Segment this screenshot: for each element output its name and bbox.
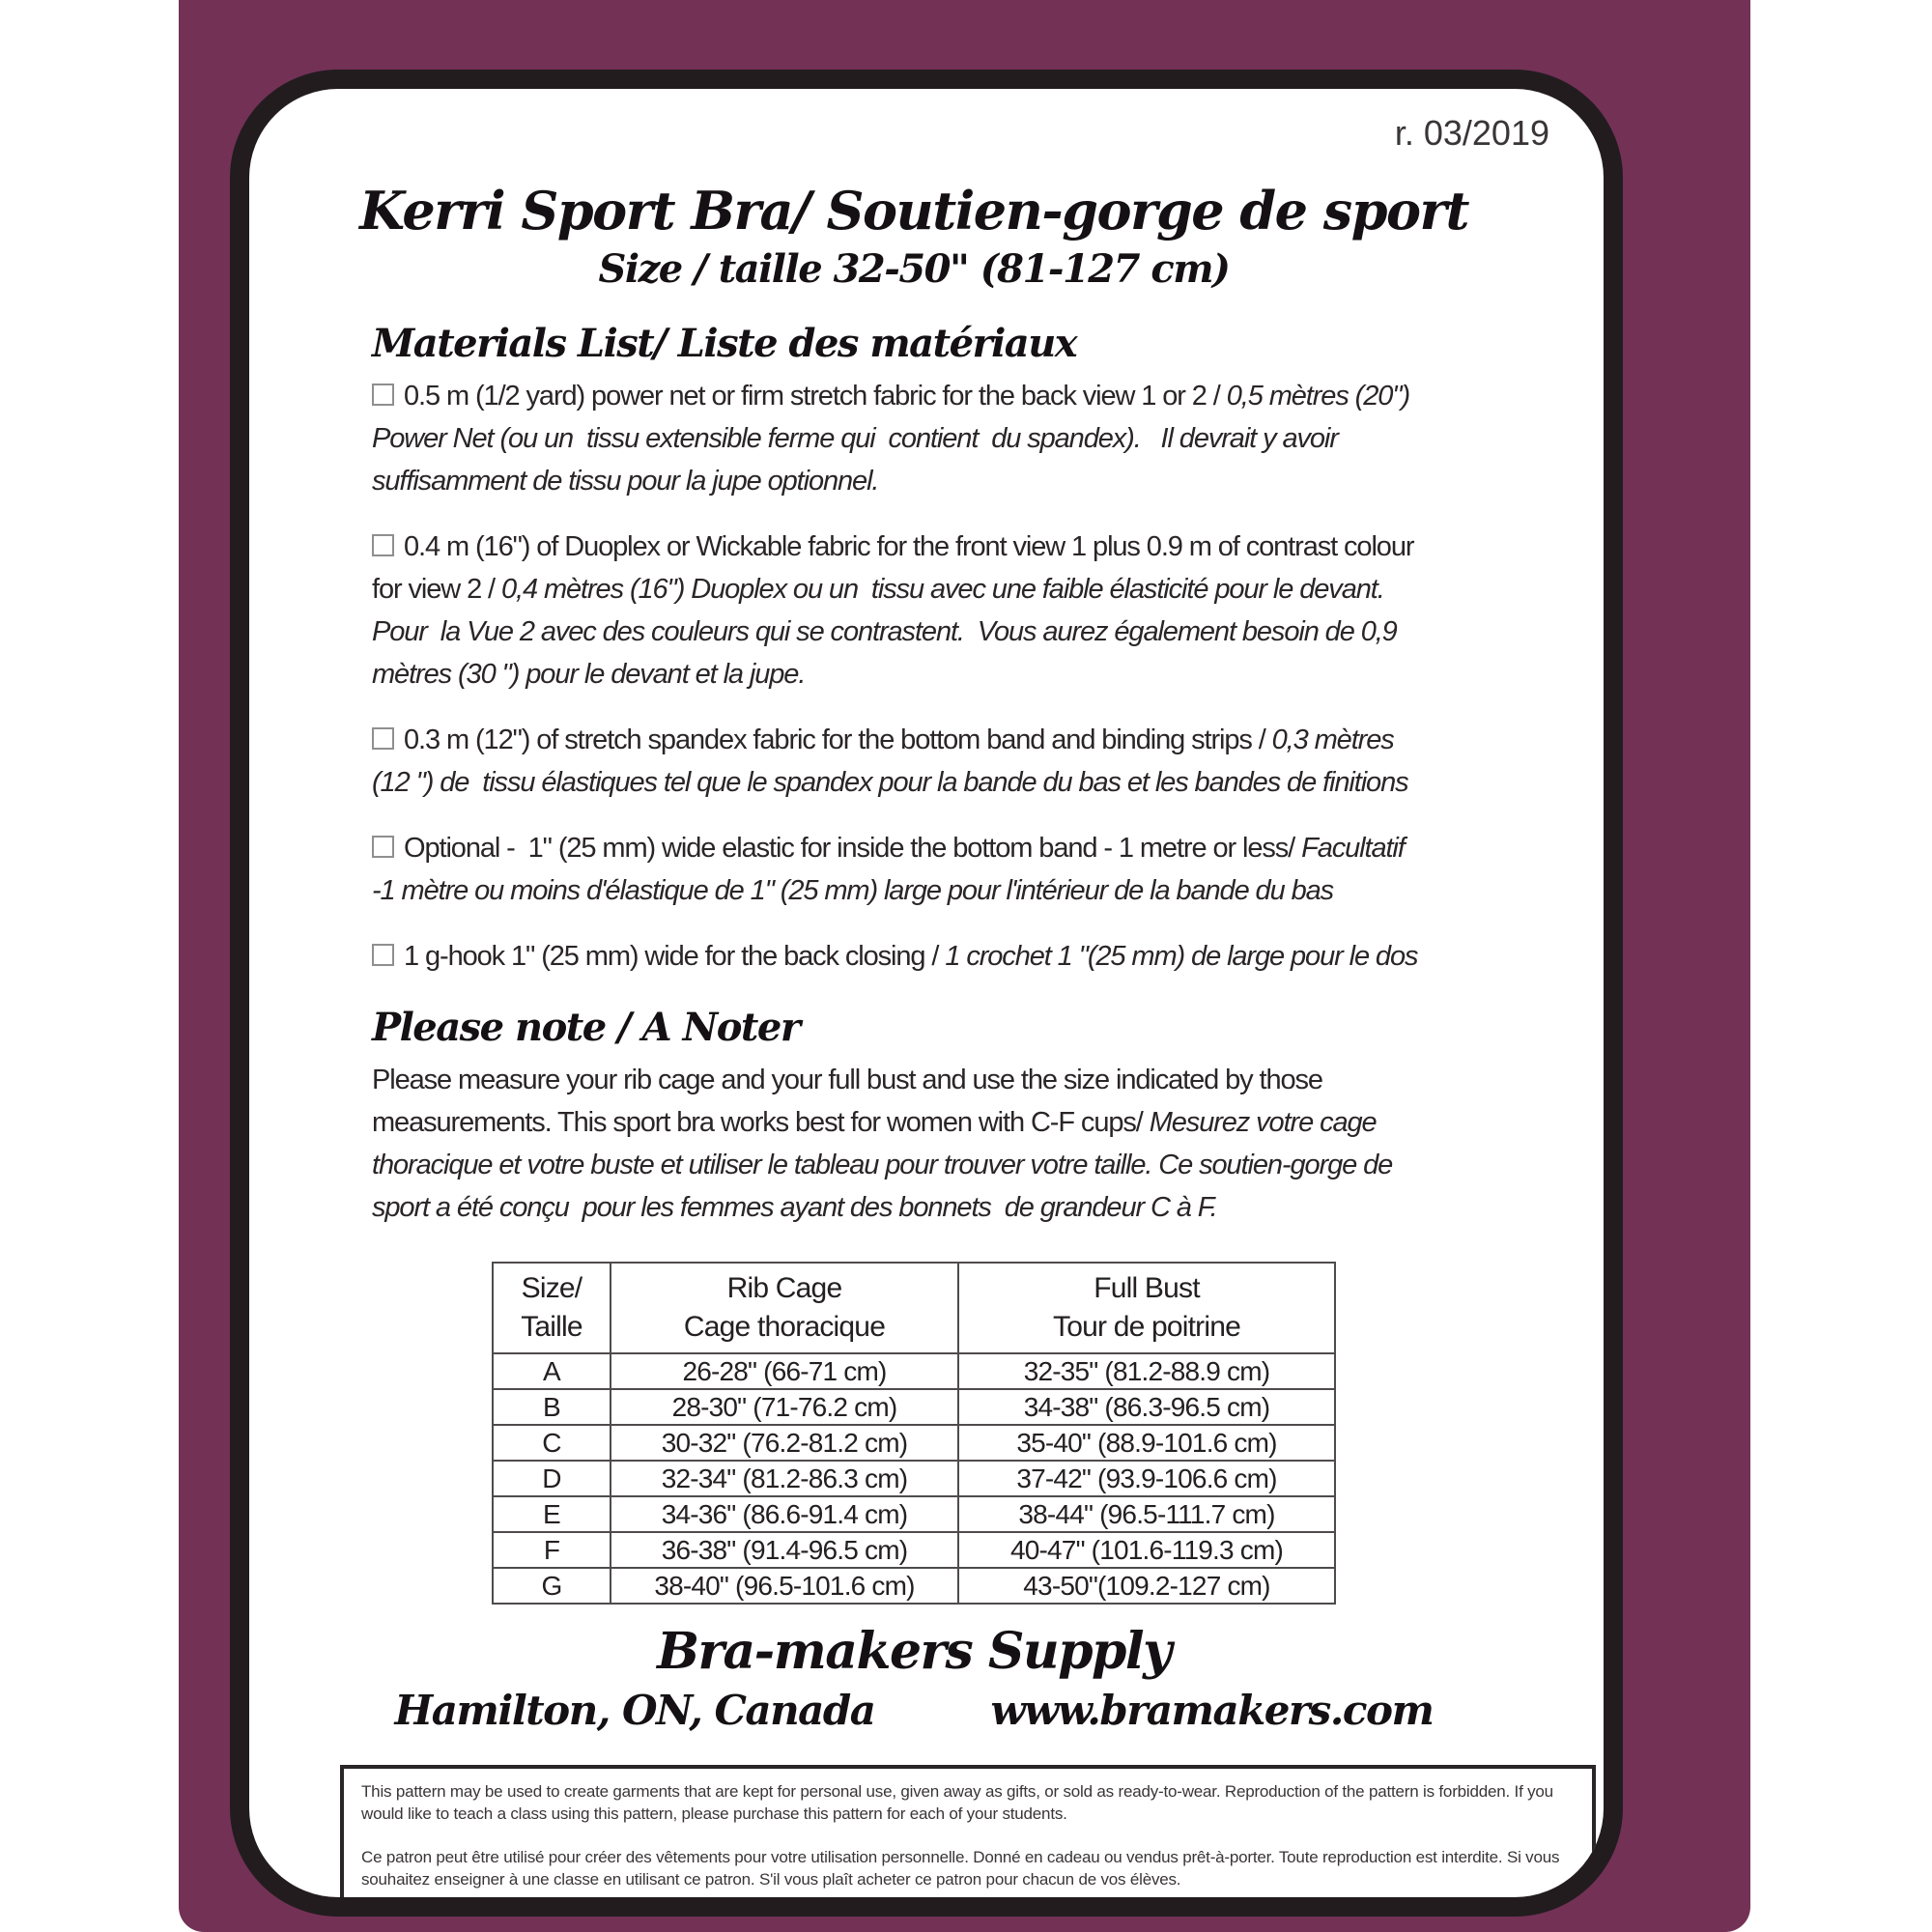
page-title: Kerri Sport Bra/ Soutien-gorge de sport [359,180,1468,242]
table-cell: G [493,1568,611,1604]
materials-item [372,827,1623,912]
header-line-2: Tour de poitrine [1053,1311,1240,1343]
table-cell: 30-32" (76.2-81.2 cm) [611,1425,958,1461]
size-chart-body [493,1353,1335,1604]
materials-item [372,719,1623,804]
table-cell: 26-28" (66-71 cm) [611,1353,958,1389]
brand-location: Hamilton, ON, Canada [394,1687,875,1734]
text-segment: Power Net (ou un tissu extensible ferme qui contient du spandex). Il devrait y avoir [372,423,1338,454]
legal-notice-box [340,1765,1596,1906]
text-segment: Pour la Vue 2 avec des couleurs qui se contrastent. Vous aurez également besoin de 0,9 [372,616,1397,647]
table-cell: A [493,1353,611,1389]
pattern-envelope-card [230,70,1623,1917]
materials-item [372,935,1623,978]
text-segment: sport a été conçu pour les femmes ayant des bonnets de grandeur C à F. [372,1192,1217,1223]
text-segment: 1 crochet 1 "(25 mm) de large pour le dos [945,941,1418,972]
header-line-1: Rib Cage [726,1272,842,1304]
text-segment: 0.3 m (12") of stretch spandex fabric for the bottom band and binding strips / [404,724,1272,755]
table-cell: 32-35" (81.2-88.9 cm) [958,1353,1335,1389]
table-cell: 43-50"(109.2-127 cm) [958,1568,1335,1604]
table-cell: 38-40" (96.5-101.6 cm) [611,1568,958,1604]
text-segment: 0,3 mètres [1271,724,1394,755]
table-cell: 36-38" (91.4-96.5 cm) [611,1532,958,1568]
checkbox-icon [372,727,394,750]
table-cell: 35-40" (88.9-101.6 cm) [958,1425,1335,1461]
text-segment: Optional - 1" (25 mm) wide elastic for inside the bottom band - 1 metre or less/ [404,833,1302,864]
card-content [249,89,1604,1906]
brand-name: Bra-makers Supply [657,1622,1171,1681]
table-cell: 37-42" (93.9-106.6 cm) [958,1461,1335,1496]
table-cell: C [493,1425,611,1461]
table-cell: 34-38" (86.3-96.5 cm) [958,1389,1335,1425]
table-header-row [493,1263,1335,1353]
table-cell: 38-44" (96.5-111.7 cm) [958,1496,1335,1532]
legal-text-english: This pattern may be used to create garments that are kept for personal use, given away as gifts, or sold as ready-to-wear. Reproduction of the pattern is forbidden. If you would like to teach a class using this pattern, please purchase this pattern for each of your students. [361,1782,1553,1823]
table-row [493,1461,1335,1496]
checkbox-icon [372,384,394,406]
header-line-2: Cage thoracique [683,1311,886,1343]
table-row [493,1425,1335,1461]
text-segment: 0.4 m (16") of Duoplex or Wickable fabric for the front view 1 plus 0.9 m of contrast colour [404,531,1414,562]
materials-item [372,375,1623,502]
revision-label: r. 03/2019 [1394,113,1549,153]
text-segment: measurements. This sport bra works best for women with C-F cups/ [372,1107,1150,1138]
text-segment: Please measure your rib cage and your full bust and use the size indicated by those [372,1065,1322,1095]
checkbox-icon [372,944,394,966]
text-segment: Mesurez votre cage [1149,1107,1377,1138]
table-row [493,1532,1335,1568]
table-cell: F [493,1532,611,1568]
text-segment: -1 mètre ou moins d'élastique de 1" (25 mm) large pour l'intérieur de la bande du bas [372,875,1334,906]
table-row [493,1353,1335,1389]
table-cell: 32-34" (81.2-86.3 cm) [611,1461,958,1496]
table-header-cell [958,1263,1335,1353]
brand-line [249,1686,1578,1736]
text-segment: thoracique et votre buste et utiliser le tableau pour trouver votre taille. Ce soutien-gorge de [372,1150,1393,1180]
table-header-cell [611,1263,958,1353]
table-cell: 40-47" (101.6-119.3 cm) [958,1532,1335,1568]
text-segment: 0,4 mètres (16") Duoplex ou un tissu avec une faible élasticité pour le devant. [500,574,1384,605]
table-cell: D [493,1461,611,1496]
materials-item [372,526,1623,696]
text-segment: 0,5 mètres (20") [1226,381,1410,412]
text-segment: Facultatif [1301,833,1405,864]
table-row [493,1568,1335,1604]
text-segment: 0.5 m (1/2 yard) power net or firm stretch fabric for the back view 1 or 2 / [404,381,1227,412]
header-line-2: Taille [521,1311,582,1343]
text-segment: suffisamment de tissu pour la jupe optionnel. [372,466,879,497]
note-heading: Please note / A Noter [372,1005,800,1050]
table-row [493,1389,1335,1425]
header-line-1: Size/ [521,1272,582,1304]
table-cell: E [493,1496,611,1532]
table-row [493,1496,1335,1532]
table-cell: B [493,1389,611,1425]
size-chart-table [492,1262,1336,1605]
table-cell: 28-30" (71-76.2 cm) [611,1389,958,1425]
text-segment: 1 g-hook 1" (25 mm) wide for the back closing / [404,941,946,972]
checkbox-icon [372,534,394,556]
table-cell: 34-36" (86.6-91.4 cm) [611,1496,958,1532]
materials-list [249,375,1578,978]
text-segment: mètres (30 ") pour le devant et la jupe. [372,659,806,690]
page-subtitle: Size / taille 32-50" (81-127 cm) [598,246,1230,292]
text-segment: for view 2 / [372,574,501,605]
size-chart-header [493,1263,1335,1353]
text-segment: (12 ") de tissu élastiques tel que le spandex pour la bande du bas et les bandes de finitions [372,767,1408,798]
note-paragraph [372,1059,1623,1229]
table-header-cell [493,1263,611,1353]
checkbox-icon [372,836,394,858]
legal-text-french: Ce patron peut être utilisé pour créer des vêtements pour votre utilisation personnelle. Donné en cadeau ou vendus prêt-à-porter. Toute reproduction est interdite. Si vous souhaitez enseigner à une classe en utilisant ce patron. S'il vous plaît acheter ce patron pour chacun de vos élèves. [361,1848,1560,1889]
brand-website: www.bramakers.com [990,1687,1434,1734]
materials-heading: Materials List/ Liste des matériaux [372,321,1077,366]
header-line-1: Full Bust [1094,1272,1200,1304]
